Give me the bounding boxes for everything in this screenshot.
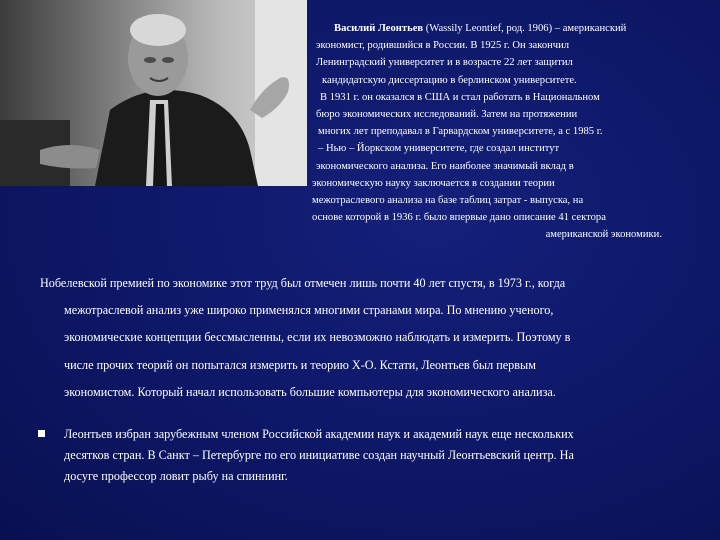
bio-line: экономист, родившийся в России. В 1925 г. Он закончил (316, 40, 570, 52)
bio-line: бюро экономических исследований. Затем на протяжении (316, 109, 578, 121)
bio-line: экономическую науку заключается в создании теории (312, 177, 555, 189)
bullet-line: досуге профессор ловит рыбу на спиннинг. (64, 468, 288, 483)
paragraph-line: экономические концепции бессмысленны, если их невозможно наблюдать и измерить. Поэтому в (64, 330, 571, 345)
bio-line: Ленинградский университет и в возрасте 22 лет защитил (316, 57, 573, 69)
bio-line: кандидатскую диссертацию в берлинском университете. (322, 74, 577, 86)
bio-line: межотраслевого анализа на базе таблиц затрат - выпуска, на (312, 195, 584, 207)
bio-line: Василий Леонтьев (Wassily Leontief, род. 1906) – американский (334, 23, 627, 34)
bullet-line: Леонтьев избран зарубежным членом Российской академии наук и академий наук еще нескольких (64, 427, 574, 441)
person-name: Василий Леонтьев (334, 23, 424, 34)
bio-line: – Нью – Йоркском университете, где создал институт (318, 143, 560, 155)
paragraph-line: межотраслевой анализ уже широко применялся многими странами мира. По мнению ученого, (64, 303, 554, 318)
portrait-image (0, 0, 307, 186)
bullet-text (64, 424, 684, 486)
bio-line: В 1931 г. он оказался в США и стал работать в Национальном (320, 91, 600, 103)
biography-text (308, 20, 710, 244)
bio-line: экономического анализа. Его наиболее значимый вклад в (316, 160, 574, 172)
bullet-line: десятков стран. В Санкт – Петербурге по его инициативе создан научный Леонтьевский центр. На (64, 447, 574, 462)
main-paragraph (40, 270, 680, 406)
bio-line: основе которой в 1936 г. было впервые дано описание 41 сектора (312, 212, 606, 224)
paragraph-line: Нобелевской премией по экономике этот труд был отмечен лишь почти 40 лет спустя, в 1973 г., когда (40, 276, 566, 290)
bio-line: американской экономики. (545, 229, 662, 241)
square-bullet-icon (38, 430, 45, 437)
bio-line: многих лет преподавал в Гарвардском университете, а с 1985 г. (318, 126, 603, 138)
portrait-photo (0, 0, 307, 186)
paragraph-line: числе прочих теорий он попытался измерить и теорию Х-О. Кстати, Леонтьев был первым (64, 357, 536, 372)
paragraph-line: экономистом. Который начал использовать большие компьютеры для экономического анализа. (64, 384, 556, 399)
